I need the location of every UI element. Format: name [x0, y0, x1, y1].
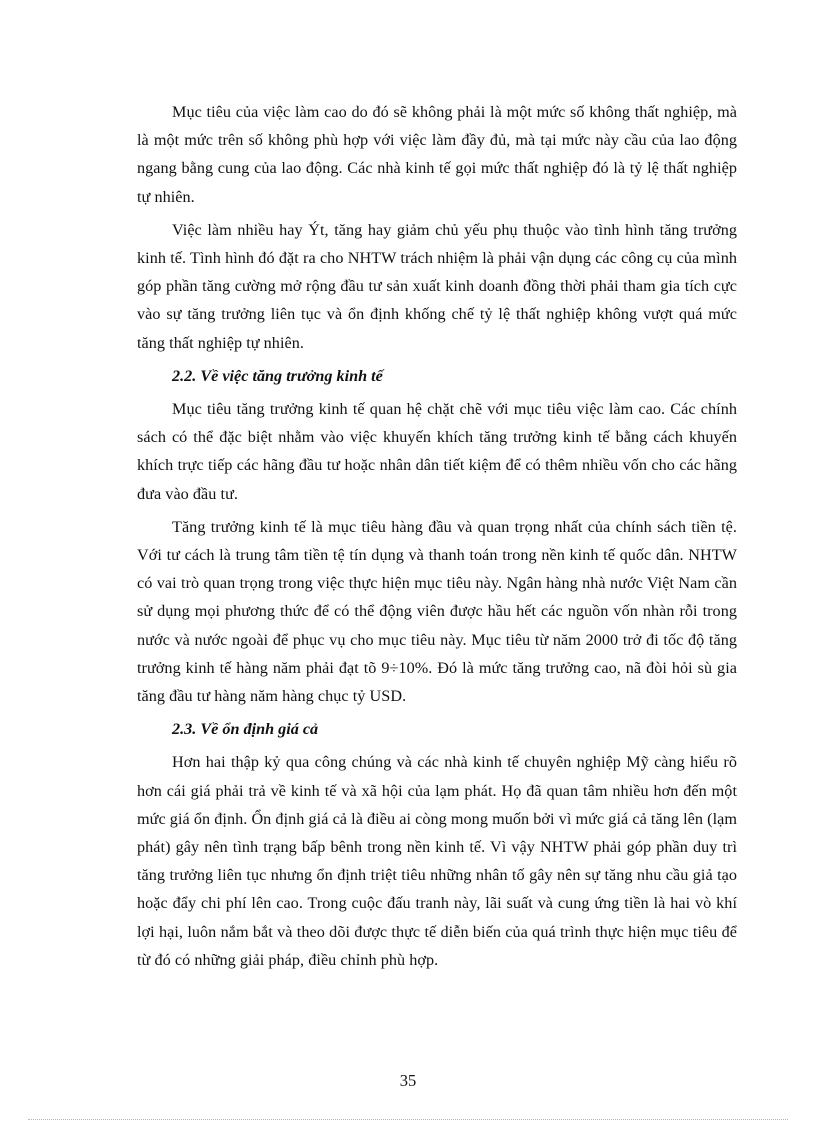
footer-divider — [28, 1119, 788, 1120]
document-body — [137, 98, 737, 979]
paragraph-growth-policy: Mục tiêu tăng trưởng kinh tế quan hệ chặt chẽ với mục tiêu việc làm cao. Các chính sách có thể đặc biệt nhằm vào việc khuyến khích tăng trưởng kinh tế bằng cách khuyến khích trực tiếp các hãng đầu tư hoặc nhân dân tiết kiệm để có thêm nhiều vốn cho các hãng đưa vào đầu tư. — [137, 400, 737, 503]
paragraph-employment-growth: Việc làm nhiều hay Ýt, tăng hay giảm chủ yếu phụ thuộc vào tình hình tăng trưởng kinh tế. Tình hình đó đặt ra cho NHTW trách nhiệm là phải vận dụng các công cụ của mình góp phần tăng cường mở rộng đầu tư sản xuất kinh doanh đồng thời phải tham gia tích cực vào sự tăng trưởng liên tục và ổn định khống chế tỷ lệ thất nghiệp không vượt quá mức tăng thất nghiệp tự nhiên. — [137, 220, 737, 352]
section-heading-price-stability: 2.3. Về ổn định giá cả — [172, 720, 319, 739]
paragraph-growth-target: Tăng trưởng kinh tế là mục tiêu hàng đầu và quan trọng nhất của chính sách tiền tệ. Với tư cách là trung tâm tiền tệ tín dụng và thanh toán trong nền kinh tế quốc dân. NHTW có vai trò quan trọng trong việc thực hiện mục tiêu này. Ngân hàng nhà nước Việt Nam cần sử dụng mọi phương thức để có thể động viên được hầu hết các nguồn vốn nhàn rỗi trong nước và nước ngoài để phục vụ cho mục tiêu này. Mục tiêu từ năm 2000 trở đi tốc độ tăng trưởng kinh tế hàng năm phải đạt tõ 9÷10%. Đó là mức tăng trưởng cao, nã đòi hỏi sù gia tăng đầu tư hàng năm hàng chục tỷ USD. — [137, 517, 737, 706]
paragraph-price-stability: Hơn hai thập kỷ qua công chúng và các nhà kinh tế chuyên nghiệp Mỹ càng hiểu rõ hơn cái giá phải trả về kinh tế và xã hội của lạm phát. Họ đã quan tâm nhiều hơn đến một mức giá ổn định. Ổn định giá cả là điều ai còng mong muốn bởi vì mức giá cả tăng lên (lạm phát) gây nên tình trạng bấp bênh trong nền kinh tế. Vì vậy NHTW phải góp phần duy trì tăng trưởng liên tục nhưng ổn định triệt tiêu những nhân tố gây nên sự tăng nhu cầu giả tạo hoặc đẩy chi phí lên cao. Trong cuộc đấu tranh này, lãi suất và cung ứng tiền là hai vò khí lợi hại, luôn nắm bắt và theo dõi được thực tế diễn biến của quá trình thực hiện mục tiêu để từ đó có những giải pháp, điều chỉnh phù hợp. — [137, 753, 737, 969]
section-heading-economic-growth: 2.2. Về việc tăng trưởng kinh tế — [172, 366, 383, 385]
page-number: 35 — [399, 1071, 417, 1090]
paragraph-natural-unemployment: Mục tiêu của việc làm cao do đó sẽ không phải là một mức số không thất nghiệp, mà là một mức trên số không phù hợp với việc làm đầy đủ, mà tại mức này cầu của lao động ngang bằng cung của lao động. Các nhà kinh tế gọi mức thất nghiệp đó là tỷ lệ thất nghiệp tự nhiên. — [137, 103, 737, 206]
